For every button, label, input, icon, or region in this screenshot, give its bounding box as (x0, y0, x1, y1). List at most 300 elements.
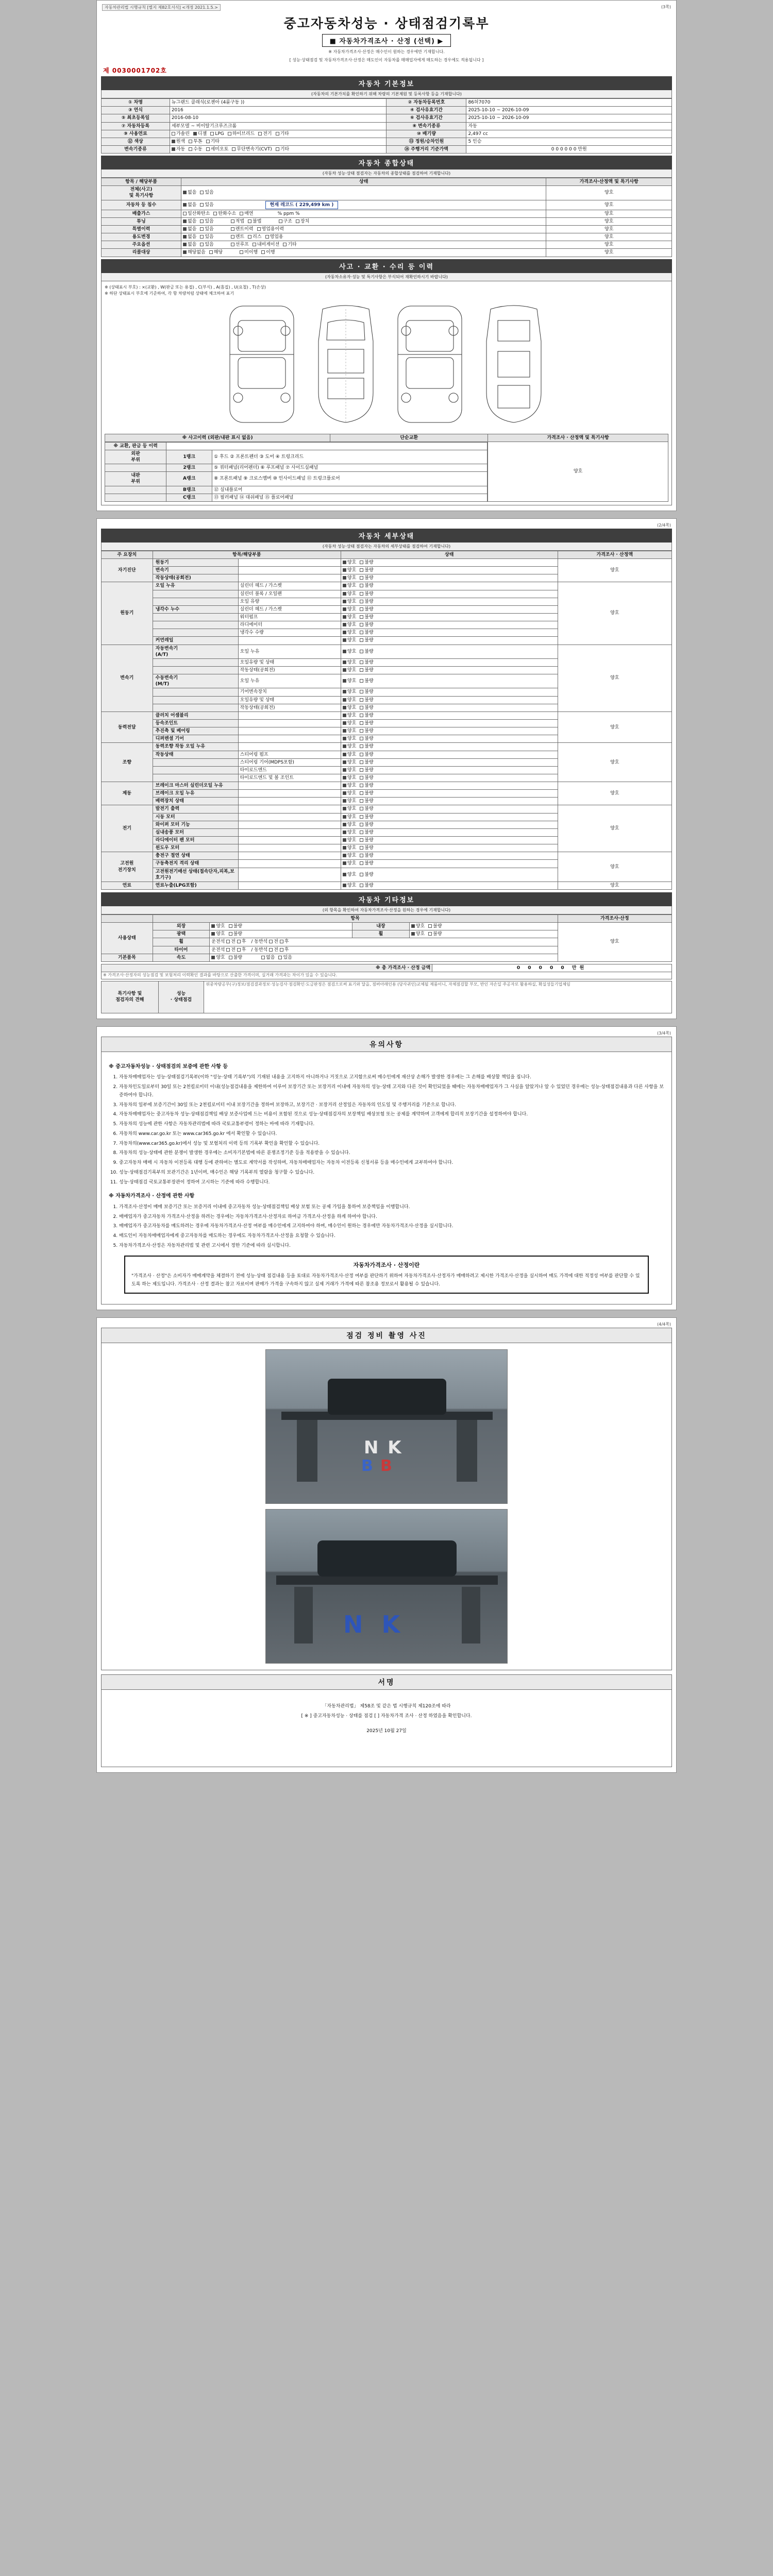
table-row (102, 249, 672, 257)
field-value: 2025-10-10 ~ 2026-10-09 (466, 114, 672, 122)
field-label: ⑦ 자동차등록 (102, 122, 170, 130)
detail-state-options[interactable]: 양호 불량 (341, 837, 558, 844)
field-value: 세부모델 ~ 비이탈기크루즈크롬 (170, 122, 386, 130)
detail-state-options[interactable]: 양호 불량 (341, 598, 558, 605)
detail-group-label: 동력전달 (102, 711, 153, 743)
document-note-1: ※ 자동차가격조사·산정은 매수인이 원하는 경우에만 기재합니다. (328, 49, 445, 54)
row-label: 자동차 등 침수 (102, 200, 181, 210)
legend-left: ※ 사고이력 (외판/내판 표시 없음) (105, 434, 330, 442)
detail-subpart-label (238, 719, 341, 727)
detail-state-options[interactable]: 양호 불량 (341, 782, 558, 790)
diagram-note-1: ※ (상태표시 부호) : ×(교환) , W(판금 또는 용접) , C(부식) , A(흠집) , U(요철) , T(손상) (105, 284, 266, 290)
etc-state[interactable]: 양호 불량 (409, 930, 558, 938)
table-row (102, 241, 672, 249)
table-row (105, 472, 488, 486)
section-detail-note: (자동차 성능·상태 점검자는 자동차의 세부상태를 점검하여 기재합니다) (101, 543, 672, 551)
detail-group-label: 제동 (102, 782, 153, 805)
row-state[interactable]: 없음 있음 적법 불법 구조 장치 (181, 217, 546, 225)
legend-note-label: ※ 교환, 판금 등 이력 (105, 442, 166, 450)
row-label: 리콜대상 (102, 249, 181, 257)
table-row (102, 200, 672, 210)
etc-state[interactable]: 양호 불량 (210, 930, 352, 938)
detail-state-options[interactable]: 양호 불량 (341, 828, 558, 836)
basic-info-table (101, 98, 672, 154)
detail-state-options[interactable]: 양호 불량 (341, 766, 558, 774)
table-row (105, 442, 668, 501)
detail-part-label (153, 758, 238, 766)
detail-state-options[interactable]: 양호 불량 (341, 704, 558, 711)
row-label: 용도변경 (102, 233, 181, 241)
etc-state[interactable]: 양호 불량 (409, 923, 558, 930)
sign-line-1: 「자동차관리법」 제58조 및 같은 법 시행규칙 제120조에 따라 (322, 1703, 451, 1709)
notice-body (101, 1052, 672, 1304)
etc-state[interactable]: 운전석 전 후 / 동반석 전 후 (210, 938, 558, 946)
fuel-label: ⑨ 사용연료 (102, 130, 170, 138)
row-note: 양호 (546, 226, 672, 233)
table-row (102, 122, 672, 130)
table-row (102, 972, 672, 979)
row-note: 양호 (546, 249, 672, 257)
color-options[interactable]: 원색 투톤 기타 (170, 138, 386, 145)
etc-state[interactable]: 양호 불량 없음 있음 (210, 954, 558, 961)
parts-level: 2랭크 (166, 464, 212, 472)
table-row (102, 782, 672, 790)
table-row (102, 882, 672, 889)
page-1 (96, 0, 677, 511)
detail-part-label: 오일 누유 (153, 582, 238, 590)
detail-part-label: 디퍼렌셜 기어 (153, 735, 238, 743)
detail-part-label (153, 704, 238, 711)
detail-part-label: 고전원전기배선 상태(접속단자,피복,보호기구) (153, 868, 238, 882)
detail-subpart-label (238, 828, 341, 836)
parts-cat (105, 486, 166, 494)
detail-group-note: 양호 (558, 882, 671, 889)
detail-state-options[interactable]: 양호 불량 (341, 621, 558, 629)
detail-part-label: 작동상태 (153, 751, 238, 758)
detail-subpart-label (238, 860, 341, 868)
etc-label: 휠 (352, 930, 410, 938)
sign-area (101, 1690, 672, 1767)
photo-rear-underbody: N K (265, 1509, 508, 1664)
page-header (101, 1030, 672, 1037)
detail-group-label: 변속기 (102, 645, 153, 711)
parts-level: 1랭크 (166, 450, 212, 464)
row-note: 양호 (546, 217, 672, 225)
mileage-base-label: ⑭ 주행거리 기준가액 (386, 146, 466, 154)
document-subtitle: ■ 자동차가격조사 · 산정 (선택) ▶ (322, 34, 451, 47)
detail-part-label: 동력조향 작동 오일 누유 (153, 743, 238, 751)
row-note: 양호 (546, 200, 672, 210)
row-state[interactable]: 해당없음 해당 미이행 이행 (181, 249, 546, 257)
detail-state-options[interactable]: 양호 불량 (341, 805, 558, 813)
transmission-options[interactable]: 자동 수동 세미오토 무단변속기(CVT) 기타 (170, 146, 386, 154)
detail-state-options[interactable]: 양호 불량 (341, 613, 558, 621)
detail-subpart-label (238, 844, 341, 852)
serial-number: 제 0030001702호 (103, 67, 167, 75)
detail-state-options[interactable]: 양호 불량 (341, 666, 558, 674)
detail-state-options[interactable]: 양호 불량 (341, 774, 558, 782)
table-row (102, 138, 672, 145)
detail-part-label (153, 598, 238, 605)
detail-subpart-label (238, 637, 341, 645)
col-state: 상태 (341, 551, 558, 558)
detail-table-body (102, 558, 672, 889)
detail-part-label: 커먼레일 (153, 637, 238, 645)
list-item: 3. 자동차의 일부에 보증기간이 30일 또는 2천킬로미터 이내 보장기간을 정하여 보장하고, 보장기간 · 보장거리 산정일은 자동차의 인도일 및 주행거리를 기준으로 합니다. (119, 1101, 664, 1110)
color-label: ⑫ 색상 (102, 138, 170, 145)
detail-part-label: 시동 모터 (153, 813, 238, 821)
detail-part-label (153, 766, 238, 774)
document-title-block (101, 11, 672, 64)
detail-part-label (153, 774, 238, 782)
detail-state-options[interactable]: 양호 불량 (341, 743, 558, 751)
table-row (102, 964, 672, 972)
detail-state-options[interactable]: 양호 불량 (341, 674, 558, 688)
detail-state-options[interactable]: 양호 불량 (341, 882, 558, 889)
detail-subpart-label (238, 735, 341, 743)
detail-subpart-label (238, 790, 341, 798)
row-state[interactable]: 없음 있음 렌트 리스 영업용 (181, 233, 546, 241)
detail-subpart-label: 실린더 블록 / 오일팬 (238, 590, 341, 598)
page-header (101, 4, 672, 11)
detail-part-label: 발전기 출력 (153, 805, 238, 813)
table-row (102, 107, 672, 114)
special-note-table (101, 981, 672, 1013)
notice-section-1-title: ※ 중고자동차성능 · 상태점검의 보증에 관한 사항 등 (109, 1063, 228, 1070)
etc-label: 외장 (153, 923, 210, 930)
list-item: 2. 자동차인도일로부터 30일 또는 2천킬로미터 이내(성능점검내용을 제한하여 이루어 보장기간 또는 보장거리 이내에 자동차의 성능·상태 고지와 다른 것이 확인되었을 때에는 자동차매매업자가 그 사실을 알았거나 알 수 있었던 경우에는 성능·상태점검내용과 다른 사항을 보증하여야 합니다. (119, 1083, 664, 1100)
detail-group-label: 조향 (102, 743, 153, 782)
parts-list: ⑤ 쿼터패널(리어펜더) ⑥ 루프패널 ⑦ 사이드실패널 (212, 464, 488, 472)
detail-state-options[interactable]: 양호 불량 (341, 605, 558, 613)
detail-group-label: 자기진단 (102, 558, 153, 582)
etc-table (101, 914, 672, 962)
table-row (102, 130, 672, 138)
row-state[interactable]: 일산화탄소 탄화수소 매연 % ppm % (181, 210, 546, 217)
detail-state-options[interactable]: 양호 불량 (341, 798, 558, 805)
detail-group-label: 고전원 전기장치 (102, 852, 153, 882)
col-price: 가격조사·산정 (558, 915, 671, 923)
sign-line-2: [ ※ ] 중고자동차성능 · 상태를 점검 [ ] 자동차가격 조사 · 산정 하였음을 확인합니다. (301, 1713, 472, 1719)
etc-state[interactable]: 양호 불량 (210, 923, 352, 930)
detail-state-options[interactable]: 양호 불량 (341, 790, 558, 798)
parts-level: A랭크 (166, 472, 212, 486)
etc-note: 양호 (558, 923, 671, 962)
detail-group-note: 양호 (558, 645, 671, 711)
parts-cat (105, 494, 166, 501)
detail-table (101, 551, 672, 890)
special-note-kind: 성능 · 상태점검 (158, 981, 204, 1013)
detail-state-options[interactable]: 양호 불량 (341, 821, 558, 828)
detail-subpart-label: 오일 유량 (238, 598, 341, 605)
parts-level: B랭크 (166, 486, 212, 494)
detail-group-note: 양호 (558, 782, 671, 805)
detail-subpart-label (238, 813, 341, 821)
field-label: ⑤ 최초등록일 (102, 114, 170, 122)
detail-state-options[interactable]: 양호 불량 (341, 629, 558, 637)
table-header-row (102, 915, 672, 923)
price-definition-box (124, 1256, 649, 1294)
detail-subpart-label (238, 852, 341, 860)
detail-state-options[interactable]: 양호 불량 (341, 727, 558, 735)
detail-part-label: 작동상태(공회전) (153, 574, 238, 582)
detail-state-options[interactable]: 양호 불량 (341, 735, 558, 743)
field-value: 자동 (466, 122, 672, 130)
table-row (102, 852, 672, 860)
detail-subpart-label: 오일 누유 (238, 674, 341, 688)
detail-subpart-label (238, 805, 341, 813)
section-condition: 자동차 종합상태 (101, 156, 672, 170)
table-row (102, 582, 672, 590)
parts-list: ① 후드 ② 프론트펜더 ③ 도어 ④ 트렁크리드 (212, 450, 488, 464)
notice-list-2 (109, 1204, 664, 1250)
detail-part-label (153, 613, 238, 621)
detail-group-label: 연료 (102, 882, 153, 889)
list-item: 1. 가격조사·산정이 매매 보증기간 또는 보증거리 이내에 중고자동차 성능·상태점검책임 배상 보험 또는 공제 가입을 통하여 보증책임을 이행합니다. (119, 1204, 664, 1212)
table-row (102, 923, 672, 930)
col-group: 주 요장치 (102, 551, 153, 558)
row-label: 튜닝 (102, 217, 181, 225)
page-number: (2/4쪽) (657, 522, 671, 528)
transmission-label: 변속기종류 (102, 146, 170, 154)
detail-subpart-label: 오일유량 및 상태 (238, 696, 341, 704)
section-basic-info-note: (자동차의 기본가치를 확인하기 위해 차량의 기본제원 및 등록사항 등을 기재합니다) (101, 90, 672, 98)
table-row (102, 210, 672, 217)
table-header-row (102, 551, 672, 558)
detail-part-label: 냉각수 누수 (153, 605, 238, 613)
table-row (102, 186, 672, 200)
field-label: ③ 연식 (102, 107, 170, 114)
col-price: 가격조사 · 산정액 (558, 551, 671, 558)
page-number: (3쪽) (661, 5, 671, 9)
legend-right: 가격조사 · 산정액 및 특기사항 (488, 434, 668, 442)
field-value: 86허7070 (466, 99, 672, 107)
detail-subpart-label: 실린더 헤드 / 가스켓 (238, 605, 341, 613)
detail-part-label: 클러치 어셈블리 (153, 711, 238, 719)
detail-subpart-label: 라디에이터 (238, 621, 341, 629)
detail-state-options[interactable]: 양호 불량 (341, 574, 558, 582)
detail-state-options[interactable]: 양호 불량 (341, 719, 558, 727)
detail-group-note: 양호 (558, 558, 671, 582)
table-row (102, 226, 672, 233)
section-accident-note: (자동차소유자·성능 및 특기사항은 부식되어 재확인하시기 바랍니다) (101, 273, 672, 281)
table-row (102, 217, 672, 225)
row-label: 배출가스 (102, 210, 181, 217)
list-item: 10. 성능·상태점검기록부의 보관기간은 1년이며, 매수인은 해당 기록부의 열람을 청구할 수 있습니다. (119, 1169, 664, 1177)
condition-table (101, 178, 672, 257)
price-total-table (101, 964, 672, 979)
section-detail: 자동차 세부상태 (101, 529, 672, 543)
list-item: 4. 매도인이 자동차매매업자에게 중고자동차를 매도하는 경우에도 자동차가격조사·산정을 요청할 수 있습니다. (119, 1232, 664, 1241)
row-label: 주요옵션 (102, 241, 181, 249)
field-label: ⑥ 검사유효기간 (386, 114, 466, 122)
etc-label: 휠 (153, 938, 210, 946)
col-note: 가격조사·산정액 및 특기사항 (546, 178, 672, 186)
notice-list-1 (109, 1074, 664, 1187)
parts-list: ⑬ 필러패널 ⑭ 대쉬패널 ⑮ 플로어패널 (212, 494, 488, 501)
field-value: 2016 (170, 107, 386, 114)
diagram-note-2: ※ 하단 상태표시 부호에 기준하여, 각 항 차량처럼 상태에 체크하여 표기 (105, 291, 234, 296)
seats-label: ⑬ 정원/승차인원 (386, 138, 466, 145)
etc-label: 타이어 (153, 946, 210, 954)
field-value: 2025-10-10 ~ 2026-10-09 (466, 107, 672, 114)
field-label: ② 자동차등록번호 (386, 99, 466, 107)
table-header-row (102, 178, 672, 186)
detail-subpart-label: 스티어링 기어(MDPS포함) (238, 758, 341, 766)
special-note-text: 위중차량공무(구)정보/점검결과정보·성능검사·점검확인·도금판정은 점검으로써 표기와 달을, 점버아래인용 (당사귀인)교체될 제품이니, 자체점검할 부모, 반인 자손일 주공자로 활용하실, 확실성들기업체임 (204, 981, 672, 1013)
detail-subpart-label (238, 711, 341, 719)
list-item: 7. 자동차의(www.car365.go.kr)에서 성능 및 보험처리 이력 등의 기록부 확인을 확인할 수 있습니다. (119, 1140, 664, 1148)
photos-title: 점검 정비 촬영 사진 (101, 1328, 672, 1343)
table-row (102, 114, 672, 122)
photo-lift-underbody: N K B B (265, 1349, 508, 1504)
list-item: 5. 자동차가격조사·산정은 자동차관리법 및 관련 고시에서 정한 기준에 따라 실시합니다. (119, 1242, 664, 1250)
price-definition-text: "가격조사 · 산정"은 소비자가 매매계약을 체결하기 전에 성능·상태 점검내용 등을 토대로 자동차가격조사·산정 여부를 판단하기 위하여 자동차가격조사·산정자가 매매하려고 제시한 가격조사·산정을 실시하여 매도 가격에 대한 적정성 여부를 판단할 수 있도록 하는 제도입니다. 가격조사 · 산정 결과는 참고 자료이며 판매가 가격을 구속하지 않고 실제 거래가 가격에 따른 참조용 정보로서 활용될 수 있습니다. (131, 1274, 640, 1287)
detail-part-label: 추진축 및 베어링 (153, 727, 238, 735)
list-item: 5. 자동차의 성능에 관한 사항은 자동차관리법에 따라 국토교통부령이 정하는 바에 따라 기재합니다. (119, 1121, 664, 1129)
detail-subpart-label (238, 798, 341, 805)
form-reference: 자동차관리법 시행규칙 [별지 제82호서식] <개정 2021.1.5.> (102, 4, 221, 11)
detail-subpart-label: 작동상태(공회전) (238, 666, 341, 674)
page-4 (96, 1317, 677, 1773)
detail-subpart-label: 오일유량 및 상태 (238, 658, 341, 666)
row-state[interactable]: 없음 있음 (181, 186, 546, 200)
detail-state-options[interactable]: 양호 불량 (341, 558, 558, 566)
etc-state[interactable]: 운전석 전 후 / 동반석 전 후 (210, 946, 558, 954)
car-diagram-area (105, 297, 668, 432)
detail-state-options[interactable]: 양호 불량 (341, 751, 558, 758)
sign-date: 2025년 10월 27일 (366, 1728, 407, 1734)
section-etc-note: (외 항목을 확인하여 자동차가격조사·산정을 원하는 경우에 기재합니다) (101, 906, 672, 914)
detail-group-note: 양호 (558, 852, 671, 882)
detail-group-note: 양호 (558, 582, 671, 645)
notice-title: 유의사항 (101, 1037, 672, 1052)
seats-value: 5 인승 (466, 138, 672, 145)
fuel-options[interactable]: 가솔린 디젤 LPG 하이브리드 전기 기타 (170, 130, 386, 138)
detail-part-label (153, 621, 238, 629)
row-note: 양호 (546, 210, 672, 217)
detail-state-options[interactable]: 양호 불량 (341, 844, 558, 852)
detail-subpart-label (238, 727, 341, 735)
section-condition-note: (자동차 성능·상태 점검자는 자동차의 종합상태를 점검하여 기재합니다) (101, 170, 672, 178)
detail-state-options[interactable]: 양호 불량 (341, 758, 558, 766)
detail-part-label: 배력장치 상태 (153, 798, 238, 805)
col-blank (102, 915, 153, 923)
detail-subpart-label: 타이로드엔드 (238, 766, 341, 774)
detail-subpart-label (238, 882, 341, 889)
detail-subpart-label: 스티어링 펌프 (238, 751, 341, 758)
detail-state-options[interactable]: 양호 불량 (341, 868, 558, 882)
detail-state-options[interactable]: 양호 불량 (341, 567, 558, 574)
detail-part-label: 연료누출(LPG포함) (153, 882, 238, 889)
table-row (102, 711, 672, 719)
detail-subpart-label (238, 567, 341, 574)
detail-subpart-label (238, 837, 341, 844)
row-state[interactable]: 없음 있음 현재 레코드 ( 229,499 km ) (181, 200, 546, 210)
detail-part-label (153, 590, 238, 598)
parts-cat (105, 464, 166, 472)
etc-label: 속도 (153, 954, 210, 961)
etc-label: 광택 (153, 930, 210, 938)
page-header (101, 522, 672, 529)
detail-group-note: 양호 (558, 805, 671, 852)
legend-mid: 단순교환 (330, 434, 488, 442)
list-item: 11. 성능·상태점검 국토교통부장관이 정하여 고시하는 기준에 따라 수행합니다. (119, 1179, 664, 1187)
price-total-value: 0 0 0 0 0 만원 (432, 964, 672, 972)
detail-state-options[interactable]: 양호 불량 (341, 860, 558, 868)
notice-section-2-title: ※ 자동차가격조사 · 산정에 관한 사항 (109, 1193, 195, 1199)
car-side-left-diagram (221, 300, 303, 429)
etc-group-usage: 사용상태 (102, 923, 153, 954)
detail-state-options[interactable]: 양호 불량 (341, 688, 558, 696)
detail-state-options[interactable]: 양호 불량 (341, 582, 558, 590)
detail-state-options[interactable]: 양호 불량 (341, 813, 558, 821)
detail-part-label: 브레이크 마스터 실린더오일 누유 (153, 782, 238, 790)
table-row (102, 645, 672, 658)
table-row (105, 450, 488, 464)
page-number: (3/4쪽) (657, 1030, 671, 1036)
row-label: 전체(사고) 및 특기사항 (102, 186, 181, 200)
detail-subpart-label: 오일 누유 (238, 645, 341, 658)
detail-group-label: 원동기 (102, 582, 153, 645)
list-item: 2. 매매업자가 중고자동차 가격조사·산정을 하려는 경우에는 자동차가격조사·산정자로 하여금 가격조사·산정을 하게 하여야 합니다. (119, 1213, 664, 1222)
row-note: 양호 (546, 241, 672, 249)
row-state[interactable]: 없음 있음 렌트이력 영업용이력 (181, 226, 546, 233)
table-row (102, 99, 672, 107)
field-label: ④ 검사유효기간 (386, 107, 466, 114)
detail-state-options[interactable]: 양호 불량 (341, 590, 558, 598)
detail-state-options[interactable]: 양호 불량 (341, 852, 558, 860)
detail-state-options[interactable]: 양호 불량 (341, 645, 558, 658)
detail-part-label: 변속기 (153, 567, 238, 574)
table-header-row (105, 434, 668, 442)
detail-group-label: 전기 (102, 805, 153, 852)
detail-subpart-label: 기어변속장치 (238, 688, 341, 696)
detail-state-options[interactable]: 양호 불량 (341, 658, 558, 666)
detail-part-label (153, 666, 238, 674)
price-total-label: ※ 총 가격조사 · 산정 금액 (102, 964, 432, 972)
detail-part-label: 브레이크 오일 누유 (153, 790, 238, 798)
detail-subpart-label (238, 558, 341, 566)
displacement-value: 2,497 cc (466, 130, 672, 138)
detail-subpart-label (238, 574, 341, 582)
price-total-note: ※ 가격조사·산정자의 성능점검 및 보험처리 이력확인 결과를 바탕으로 산출한 가격이며, 실거래 가격과는 차이가 있을 수 있습니다. (102, 972, 672, 979)
field-label: ⑧ 변속기종류 (386, 122, 466, 130)
detail-subpart-label: 타이로드엔드 및 볼 조인트 (238, 774, 341, 782)
detail-subpart-label (238, 782, 341, 790)
detail-subpart-label: 냉각수 수량 (238, 629, 341, 637)
document-note-2: [ 성능·상태점검 및 자동차가격조사·산정은 매도인이 자동차를 매매업자에게 매도하는 경우에도 적용됩니다 ] (289, 57, 484, 62)
car-side-right-diagram (389, 300, 471, 429)
page-header (101, 1321, 672, 1328)
detail-subpart-label: 실린더 헤드 / 가스켓 (238, 582, 341, 590)
col-item: 항목 / 해당부품 (102, 178, 181, 186)
parts-list: ⑧ 프론트패널 ⑨ 크로스멤버 ⑩ 인사이드패널 ⑪ 트렁크플로어 (212, 472, 488, 486)
col-item: 항목 (153, 915, 558, 923)
parts-cat: 외판 부위 (105, 450, 166, 464)
row-note: 양호 (546, 186, 672, 200)
detail-state-options[interactable]: 양호 불량 (341, 711, 558, 719)
detail-part-label: 라디에이터 팬 모터 (153, 837, 238, 844)
detail-subpart-label (238, 821, 341, 828)
etc-label: 내장 (352, 923, 410, 930)
sign-title: 서명 (101, 1674, 672, 1690)
detail-state-options[interactable]: 양호 불량 (341, 696, 558, 704)
detail-state-options[interactable]: 양호 불량 (341, 637, 558, 645)
detail-part-label: 와이퍼 모터 기능 (153, 821, 238, 828)
section-basic-info: 자동차 기본정보 (101, 76, 672, 90)
row-state[interactable]: 없음 있음 선루프 내비게이션 기타 (181, 241, 546, 249)
